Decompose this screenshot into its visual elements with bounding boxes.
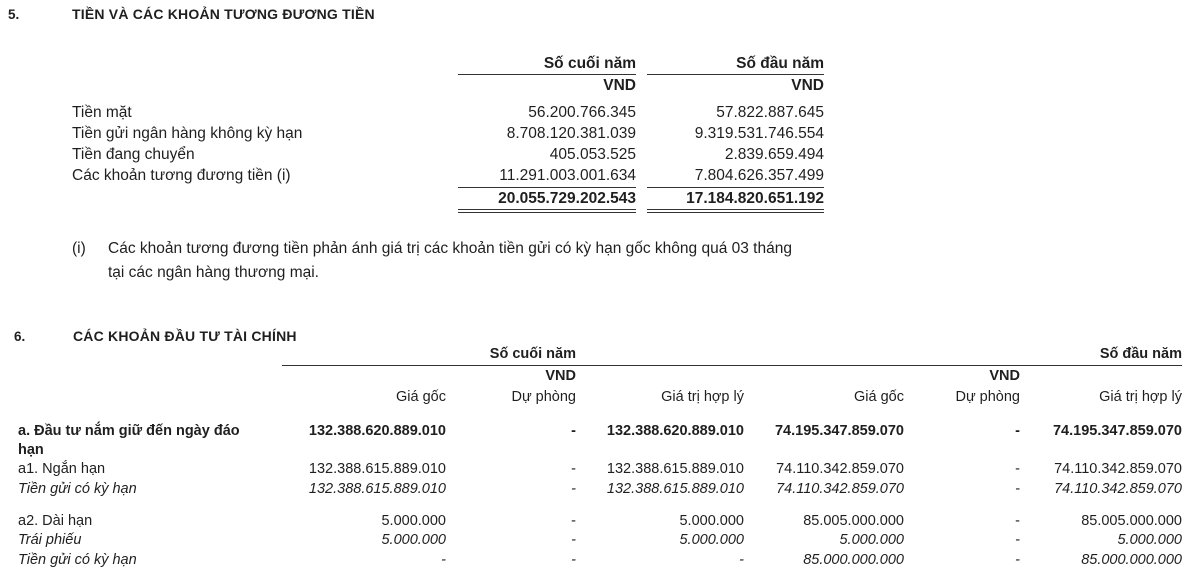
table-cell: 74.110.342.859.070 (776, 461, 904, 477)
s6-group-start: Số đầu năm (1099, 346, 1182, 362)
table-cell: - (571, 532, 576, 548)
s5-total-line-start (647, 187, 824, 188)
s5-row-end: 11.291.003.001.634 (499, 167, 636, 184)
s6-header-line (282, 365, 1182, 366)
table-cell: - (1015, 481, 1020, 497)
table-cell: 132.388.615.889.010 (606, 481, 744, 497)
table-cell: - (571, 461, 576, 477)
row-label: a1. Ngắn hạn (18, 461, 106, 477)
s5-note-line2: tại các ngân hàng thương mại. (108, 264, 319, 281)
row-label: Tiền gửi có kỳ hạn (18, 552, 137, 568)
s5-note-line1: Các khoản tương đương tiền phản ánh giá trị các khoản tiền gửi có kỳ hạn gốc không quá 03 tháng (108, 240, 792, 257)
s5-total-start: 17.184.820.651.192 (686, 190, 824, 207)
s6-unit-end: VND (545, 368, 576, 384)
s5-row-start: 7.804.626.357.499 (694, 167, 824, 184)
s6-subheader: Dự phòng (511, 389, 576, 405)
s5-total-underline-end-1 (458, 209, 636, 210)
section5-number: 5. (8, 7, 20, 22)
s5-header-line-start (647, 74, 824, 75)
table-cell: - (571, 481, 576, 497)
row-label: a. Đầu tư nắm giữ đến ngày đáo (18, 423, 240, 439)
table-cell: - (1015, 532, 1020, 548)
row-label: a2. Dài hạn (18, 513, 93, 529)
table-cell: 132.388.620.889.010 (308, 423, 446, 439)
table-cell: 132.388.615.889.010 (308, 461, 446, 477)
table-cell: 74.110.342.859.070 (1054, 461, 1182, 477)
s5-total-line-end (458, 187, 636, 188)
table-cell: - (1015, 461, 1020, 477)
table-cell: 85.005.000.000 (803, 513, 904, 529)
s6-unit-start: VND (989, 368, 1020, 384)
s5-header-start: Số đầu năm (736, 55, 824, 72)
row-label: Tiền gửi có kỳ hạn (18, 481, 137, 497)
s5-note-marker: (i) (72, 240, 86, 257)
s5-row-start: 2.839.659.494 (724, 146, 824, 163)
s6-subheader: Dự phòng (955, 389, 1020, 405)
s5-row-label: Các khoản tương đương tiền (i) (72, 167, 291, 184)
section5-title: TIỀN VÀ CÁC KHOẢN TƯƠNG ĐƯƠNG TIỀN (72, 6, 375, 22)
s5-row-end: 8.708.120.381.039 (506, 125, 636, 142)
table-cell: 5.000.000 (679, 513, 744, 529)
table-cell: 74.110.342.859.070 (1054, 481, 1182, 497)
s5-header-line-end (458, 74, 636, 75)
row-label-cont: hạn (18, 442, 44, 458)
table-cell: - (571, 513, 576, 529)
table-cell: - (739, 552, 744, 568)
table-cell: 85.000.000.000 (1081, 552, 1182, 568)
table-cell: - (571, 552, 576, 568)
table-cell: - (571, 423, 576, 439)
table-cell: 5.000.000 (1117, 532, 1182, 548)
s6-subheader: Giá trị hợp lý (661, 389, 744, 405)
s5-total-underline-start-2 (647, 212, 824, 213)
table-cell: - (1015, 552, 1020, 568)
row-label: Trái phiếu (18, 532, 82, 548)
s5-unit-end: VND (603, 77, 636, 94)
s5-unit-start: VND (791, 77, 824, 94)
table-cell: 132.388.615.889.010 (308, 481, 446, 497)
table-cell: 5.000.000 (381, 532, 446, 548)
s5-total-underline-start-1 (647, 209, 824, 210)
s6-subheader: Giá gốc (396, 389, 446, 405)
table-cell: - (1015, 513, 1020, 529)
s5-row-label: Tiền mặt (72, 104, 132, 121)
s5-header-end: Số cuối năm (543, 55, 636, 72)
table-cell: - (1015, 423, 1020, 439)
table-cell: 74.195.347.859.070 (1052, 423, 1182, 439)
s5-row-start: 9.319.531.746.554 (694, 125, 824, 142)
table-cell: 132.388.620.889.010 (606, 423, 744, 439)
table-cell: 74.195.347.859.070 (774, 423, 904, 439)
section6-number: 6. (14, 329, 26, 344)
s6-subheader: Giá trị hợp lý (1099, 389, 1182, 405)
table-cell: - (441, 552, 446, 568)
s5-row-label: Tiền gửi ngân hàng không kỳ hạn (72, 125, 303, 142)
table-cell: 132.388.615.889.010 (606, 461, 744, 477)
s5-total-end: 20.055.729.202.543 (498, 190, 636, 207)
table-cell: 5.000.000 (381, 513, 446, 529)
s6-group-end: Số cuối năm (489, 346, 576, 362)
table-cell: 5.000.000 (679, 532, 744, 548)
s5-row-start: 57.822.887.645 (716, 104, 824, 121)
table-cell: 85.005.000.000 (1081, 513, 1182, 529)
table-cell: 85.000.000.000 (803, 552, 904, 568)
table-cell: 74.110.342.859.070 (776, 481, 904, 497)
s5-row-end: 56.200.766.345 (528, 104, 636, 121)
s5-row-label: Tiền đang chuyển (72, 146, 195, 163)
s6-subheader: Giá gốc (854, 389, 904, 405)
table-cell: 5.000.000 (839, 532, 904, 548)
section6-title: CÁC KHOẢN ĐẦU TƯ TÀI CHÍNH (73, 328, 297, 344)
s5-row-end: 405.053.525 (549, 146, 636, 163)
s5-total-underline-end-2 (458, 212, 636, 213)
